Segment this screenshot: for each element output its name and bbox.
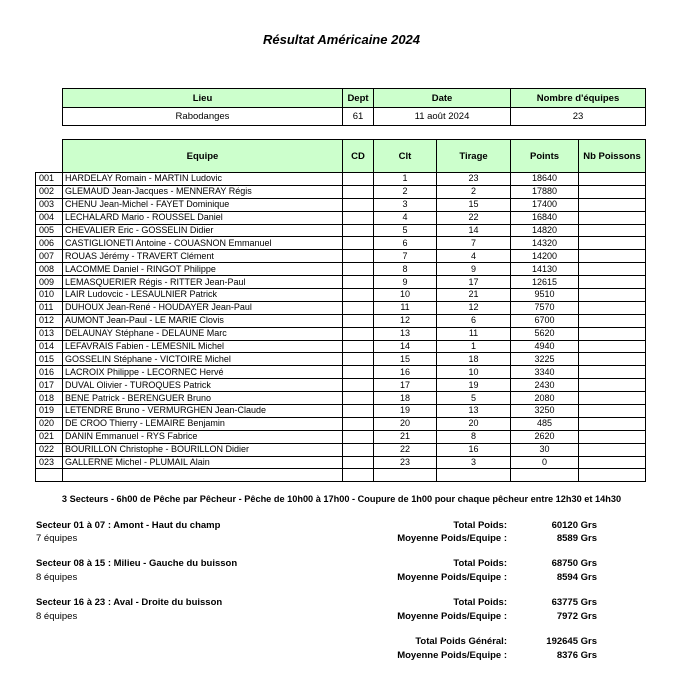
- tirage-value: 17: [437, 276, 511, 289]
- team-name: GALLERNE Michel - PLUMAIL Alain: [63, 456, 343, 469]
- tirage-value: 12: [437, 301, 511, 314]
- clt-value: 4: [374, 211, 437, 224]
- points-value: 2430: [511, 379, 579, 392]
- team-name: LAIR Ludovcic - LESAULNIER Patrick: [63, 289, 343, 302]
- cd-value: [343, 430, 374, 443]
- table-row: [36, 263, 646, 276]
- row-number: 001: [36, 173, 63, 186]
- row-number: 015: [36, 353, 63, 366]
- col-header-points: Points: [511, 140, 579, 173]
- row-number: 016: [36, 366, 63, 379]
- table-row: [36, 417, 646, 430]
- table-row: [36, 405, 646, 418]
- sector-3-avg-label: Moyenne Poids/Equipe :: [397, 611, 507, 622]
- tirage-value: 1: [437, 340, 511, 353]
- cd-value: [343, 456, 374, 469]
- row-number: 023: [36, 456, 63, 469]
- tirage-value: 9: [437, 263, 511, 276]
- cd-value: [343, 211, 374, 224]
- table-row: [36, 340, 646, 353]
- row-number: 006: [36, 237, 63, 250]
- team-name: BOURILLON Christophe - BOURILLON Didier: [63, 443, 343, 456]
- clt-value: 23: [374, 456, 437, 469]
- nb-poissons-value: [579, 276, 646, 289]
- table-row: [36, 211, 646, 224]
- row-number: 011: [36, 301, 63, 314]
- cd-value: [343, 469, 374, 482]
- tirage-value: 4: [437, 250, 511, 263]
- tirage-value: [437, 469, 511, 482]
- team-name: LEFAVRAIS Fabien - LEMESNIL Michel: [63, 340, 343, 353]
- table-row: [36, 327, 646, 340]
- tirage-value: 5: [437, 392, 511, 405]
- points-value: 16840: [511, 211, 579, 224]
- points-value: 17880: [511, 185, 579, 198]
- nb-poissons-value: [579, 327, 646, 340]
- team-name: LACOMME Daniel - RINGOT Philippe: [63, 263, 343, 276]
- sector-3-total-label: Total Poids:: [453, 597, 507, 608]
- cd-value: [343, 366, 374, 379]
- points-value: 485: [511, 417, 579, 430]
- nb-poissons-value: [579, 211, 646, 224]
- tirage-value: 3: [437, 456, 511, 469]
- nb-poissons-value: [579, 392, 646, 405]
- nb-poissons-value: [579, 237, 646, 250]
- tirage-value: 14: [437, 224, 511, 237]
- results-body: [36, 173, 646, 482]
- sector-1-total: 60120 Grs: [551, 520, 597, 531]
- tirage-value: 13: [437, 405, 511, 418]
- tirage-value: 16: [437, 443, 511, 456]
- cd-value: [343, 263, 374, 276]
- team-name: AUMONT Jean-Paul - LE MARIE Clovis: [63, 314, 343, 327]
- points-value: 2620: [511, 430, 579, 443]
- table-row: [36, 469, 646, 482]
- team-name: DANIN Emmanuel - RYS Fabrice: [63, 430, 343, 443]
- tirage-value: 2: [437, 185, 511, 198]
- info-header-teams: Nombre d'équipes: [511, 89, 646, 108]
- tirage-value: 18: [437, 353, 511, 366]
- sector-2-total: 68750 Grs: [551, 558, 597, 569]
- cd-value: [343, 289, 374, 302]
- cd-value: [343, 314, 374, 327]
- sector-3-total: 63775 Grs: [551, 597, 597, 608]
- table-row: [36, 289, 646, 302]
- info-date: 11 août 2024: [374, 108, 511, 126]
- points-value: 18640: [511, 173, 579, 186]
- team-name: ROUAS Jérémy - TRAVERT Clément: [63, 250, 343, 263]
- clt-value: 11: [374, 301, 437, 314]
- clt-value: 7: [374, 250, 437, 263]
- clt-value: 1: [374, 173, 437, 186]
- table-row: [36, 379, 646, 392]
- table-row: [36, 276, 646, 289]
- row-number: 010: [36, 289, 63, 302]
- clt-value: 5: [374, 224, 437, 237]
- table-row: [36, 173, 646, 186]
- cd-value: [343, 185, 374, 198]
- row-number: 009: [36, 276, 63, 289]
- info-lieu: Rabodanges: [63, 108, 343, 126]
- row-number: 002: [36, 185, 63, 198]
- row-number: 017: [36, 379, 63, 392]
- team-name: LEMASQUERIER Régis - RITTER Jean-Paul: [63, 276, 343, 289]
- info-teams: 23: [511, 108, 646, 126]
- nb-poissons-value: [579, 224, 646, 237]
- sector-3-name: Secteur 16 à 23 : Aval - Droite du buisson: [36, 597, 223, 608]
- tirage-value: 6: [437, 314, 511, 327]
- tirage-value: 8: [437, 430, 511, 443]
- sector-1-avg-label: Moyenne Poids/Equipe :: [397, 533, 507, 544]
- team-name: GOSSELIN Stéphane - VICTOIRE Michel: [63, 353, 343, 366]
- col-header-clt: Clt: [374, 140, 437, 173]
- sector-3-avg: 7972 Grs: [556, 611, 597, 622]
- tirage-value: 7: [437, 237, 511, 250]
- points-value: 14820: [511, 224, 579, 237]
- sector-1-total-label: Total Poids:: [453, 520, 507, 531]
- cd-value: [343, 198, 374, 211]
- table-row: [36, 301, 646, 314]
- sector-2-avg: 8594 Grs: [556, 572, 597, 583]
- row-number: 008: [36, 263, 63, 276]
- nb-poissons-value: [579, 379, 646, 392]
- team-name: CHEVALIER Eric - GOSSELIN Didier: [63, 224, 343, 237]
- col-header-tirage: Tirage: [437, 140, 511, 173]
- sector-2-total-label: Total Poids:: [453, 558, 507, 569]
- summary-headline: 3 Secteurs - 6h00 de Pêche par Pêcheur - Pêche de 10h00 à 17h00 - Coupure de 1h00 pour chaque pêcheur entre 12h30 et 14h30: [61, 494, 622, 504]
- sector-2-name: Secteur 08 à 15 : Milieu - Gauche du buisson: [36, 558, 238, 569]
- page-title: Résultat Américaine 2024: [262, 32, 421, 47]
- row-number: 005: [36, 224, 63, 237]
- nb-poissons-value: [579, 250, 646, 263]
- cd-value: [343, 340, 374, 353]
- table-row: [36, 224, 646, 237]
- points-value: 14320: [511, 237, 579, 250]
- info-header-lieu: Lieu: [63, 89, 343, 108]
- clt-value: 13: [374, 327, 437, 340]
- clt-value: 6: [374, 237, 437, 250]
- nb-poissons-value: [579, 443, 646, 456]
- team-name: DUVAL Olivier - TUROQUES Patrick: [63, 379, 343, 392]
- points-value: 5620: [511, 327, 579, 340]
- points-value: 0: [511, 456, 579, 469]
- clt-value: 16: [374, 366, 437, 379]
- row-number: 007: [36, 250, 63, 263]
- row-number: 004: [36, 211, 63, 224]
- tirage-value: 21: [437, 289, 511, 302]
- points-value: 9510: [511, 289, 579, 302]
- nb-poissons-value: [579, 430, 646, 443]
- row-number: [36, 469, 63, 482]
- team-name: LETENDRE Bruno - VERMURGHEN Jean-Claude: [63, 405, 343, 418]
- tirage-value: 23: [437, 173, 511, 186]
- team-name: LACROIX Philippe - LECORNEC Hervé: [63, 366, 343, 379]
- info-dept: 61: [343, 108, 374, 126]
- table-row: [36, 392, 646, 405]
- nb-poissons-value: [579, 366, 646, 379]
- info-header-date: Date: [374, 89, 511, 108]
- row-number: 003: [36, 198, 63, 211]
- row-number: 021: [36, 430, 63, 443]
- team-name: DE CROO Thierry - LEMAIRE Benjamin: [63, 417, 343, 430]
- clt-value: 8: [374, 263, 437, 276]
- clt-value: 17: [374, 379, 437, 392]
- clt-value: 21: [374, 430, 437, 443]
- clt-value: 19: [374, 405, 437, 418]
- sector-1-avg: 8589 Grs: [556, 533, 597, 544]
- clt-value: 22: [374, 443, 437, 456]
- event-info-table: [62, 88, 646, 126]
- tirage-value: 15: [437, 198, 511, 211]
- points-value: 7570: [511, 301, 579, 314]
- sector-2-avg-label: Moyenne Poids/Equipe :: [397, 572, 507, 583]
- col-header-equipe: Equipe: [63, 140, 343, 173]
- nb-poissons-value: [579, 417, 646, 430]
- nb-poissons-value: [579, 340, 646, 353]
- clt-value: 3: [374, 198, 437, 211]
- cd-value: [343, 379, 374, 392]
- sector-1-teams: 7 équipes: [36, 533, 78, 544]
- corner-cell: [36, 140, 63, 173]
- tirage-value: 11: [437, 327, 511, 340]
- points-value: 3250: [511, 405, 579, 418]
- tirage-value: 20: [437, 417, 511, 430]
- nb-poissons-value: [579, 456, 646, 469]
- clt-value: 20: [374, 417, 437, 430]
- points-value: 17400: [511, 198, 579, 211]
- table-row: [36, 456, 646, 469]
- clt-value: 9: [374, 276, 437, 289]
- nb-poissons-value: [579, 301, 646, 314]
- points-value: 4940: [511, 340, 579, 353]
- cd-value: [343, 250, 374, 263]
- team-name: GLEMAUD Jean-Jacques - MENNERAY Régis: [63, 185, 343, 198]
- cd-value: [343, 353, 374, 366]
- table-row: [36, 443, 646, 456]
- row-number: 014: [36, 340, 63, 353]
- tirage-value: 10: [437, 366, 511, 379]
- results-table: [35, 139, 646, 482]
- nb-poissons-value: [579, 405, 646, 418]
- sector-1-name: Secteur 01 à 07 : Amont - Haut du champ: [36, 520, 221, 531]
- nb-poissons-value: [579, 289, 646, 302]
- cd-value: [343, 405, 374, 418]
- grand-total-label: Total Poids Général:: [415, 636, 507, 647]
- table-row: [36, 250, 646, 263]
- table-row: [36, 185, 646, 198]
- table-row: [36, 353, 646, 366]
- clt-value: 12: [374, 314, 437, 327]
- points-value: 14200: [511, 250, 579, 263]
- clt-value: 18: [374, 392, 437, 405]
- tirage-value: 22: [437, 211, 511, 224]
- cd-value: [343, 237, 374, 250]
- points-value: 2080: [511, 392, 579, 405]
- grand-avg-label: Moyenne Poids/Equipe :: [397, 650, 507, 661]
- nb-poissons-value: [579, 198, 646, 211]
- points-value: [511, 469, 579, 482]
- clt-value: 15: [374, 353, 437, 366]
- points-value: 3340: [511, 366, 579, 379]
- cd-value: [343, 417, 374, 430]
- sector-2-teams: 8 équipes: [36, 572, 78, 583]
- row-number: 019: [36, 405, 63, 418]
- col-header-cd: CD: [343, 140, 374, 173]
- cd-value: [343, 301, 374, 314]
- clt-value: 10: [374, 289, 437, 302]
- grand-avg: 8376 Grs: [556, 650, 597, 661]
- cd-value: [343, 276, 374, 289]
- points-value: 14130: [511, 263, 579, 276]
- row-number: 020: [36, 417, 63, 430]
- row-number: 018: [36, 392, 63, 405]
- grand-total: 192645 Grs: [546, 636, 597, 647]
- table-row: [36, 314, 646, 327]
- team-name: LECHALARD Mario - ROUSSEL Daniel: [63, 211, 343, 224]
- points-value: 6700: [511, 314, 579, 327]
- table-row: [36, 237, 646, 250]
- nb-poissons-value: [579, 314, 646, 327]
- clt-value: 14: [374, 340, 437, 353]
- nb-poissons-value: [579, 353, 646, 366]
- team-name: [63, 469, 343, 482]
- nb-poissons-value: [579, 469, 646, 482]
- table-row: [36, 430, 646, 443]
- row-number: 022: [36, 443, 63, 456]
- clt-value: 2: [374, 185, 437, 198]
- points-value: 3225: [511, 353, 579, 366]
- row-number: 012: [36, 314, 63, 327]
- team-name: CHENU Jean-Michel - FAYET Dominique: [63, 198, 343, 211]
- team-name: DELAUNAY Stéphane - DELAUNE Marc: [63, 327, 343, 340]
- team-name: CASTIGLIONETI Antoine - COUASNON Emmanuel: [63, 237, 343, 250]
- cd-value: [343, 392, 374, 405]
- cd-value: [343, 443, 374, 456]
- cd-value: [343, 224, 374, 237]
- table-row: [36, 366, 646, 379]
- sector-3-teams: 8 équipes: [36, 611, 78, 622]
- team-name: BENE Patrick - BERENGUER Bruno: [63, 392, 343, 405]
- clt-value: [374, 469, 437, 482]
- cd-value: [343, 327, 374, 340]
- points-value: 12615: [511, 276, 579, 289]
- nb-poissons-value: [579, 185, 646, 198]
- team-name: HARDELAY Romain - MARTIN Ludovic: [63, 173, 343, 186]
- points-value: 30: [511, 443, 579, 456]
- tirage-value: 19: [437, 379, 511, 392]
- cd-value: [343, 173, 374, 186]
- table-row: [36, 198, 646, 211]
- col-header-nb-poissons: Nb Poissons: [579, 140, 646, 173]
- info-header-dept: Dept: [343, 89, 374, 108]
- nb-poissons-value: [579, 173, 646, 186]
- team-name: DUHOUX Jean-René - HOUDAYER Jean-Paul: [63, 301, 343, 314]
- row-number: 013: [36, 327, 63, 340]
- nb-poissons-value: [579, 263, 646, 276]
